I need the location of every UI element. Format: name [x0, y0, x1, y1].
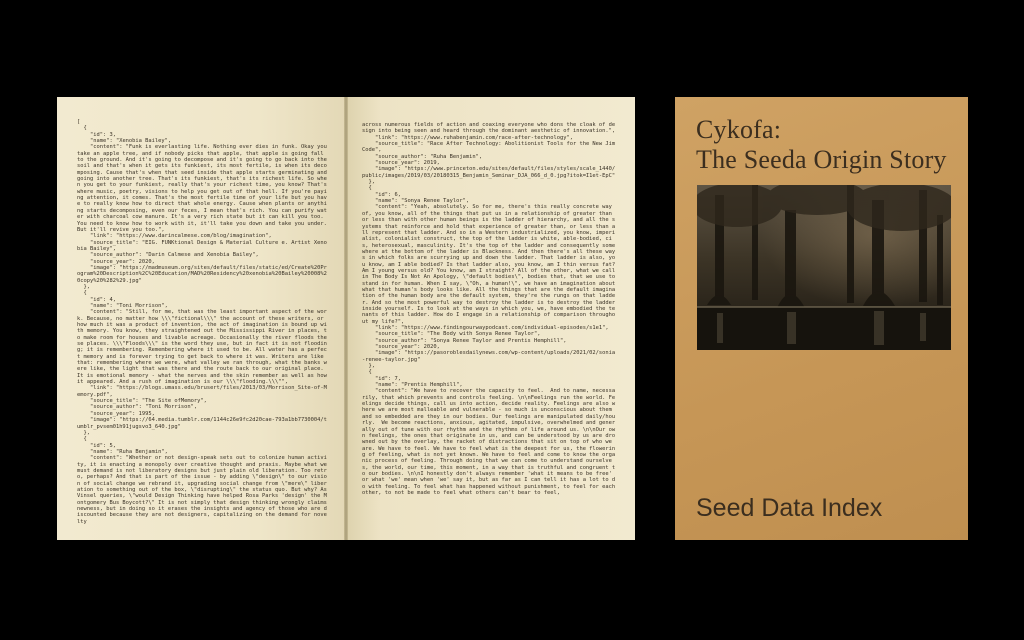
right-page-json-text: across numerous fields of action and coaxing everyone who dons the cloak of design into being seen and heard through the dominant aesthetic of innovation.", "link": "https://www.ruhabenjamin.com/race-after-technology", "source_title": "Race After Technology: Abolitionist Tools for the New Jim Code", "source_author": "Ruha Benjamin", "source_year": 2019, "image": "https://www.princeton.edu/sites/default/files/styles/scale_1440/public/images/2019/03/20180315_Benjamin_Seminar_DJA_066_d_0.jpg?itok=I1et-EpC" }, { "id": 6, "name": "Sonya Renee Taylor", "content": "Yeah, absolutely. So for me, there's this really concrete way of, you know, all of the things that put us in a relationship of greater than or less than with other human beings is the ladder of hierarchy, and all the systems that reinforce and hold that experience of greater than, or less than all represent that ladder. And so in a Western industrialized, you know, imperialist, colonialist construct, the top of the ladder is white, able-bodied, cis, heterosexual, masculinity. It's the top of the ladder and consequently somewhere at the bottom of the ladder is Blackness. And then there's all these ways in which folks are scurrying up and down the ladder. That ladder is also, you know, am I able bodied? Is that ladder also, you know, am I thin versus fat? Am I young versus old? You know, am I straight? All of the other, what we call in The Body Is Not An Apology, \"default bodies\", bodies that, that we use to stand in for human. When I say, \"Oh, a human!\", we have an imagination about what that human's body looks like. All the things that are the default imagination of the human body are the default system, they're the rungs on that ladder. And so the most powerful way to destroy the ladder is to destroy the ladder inside yourself. Is to look at the ways in which you, we, have embodied the tenants of this ladder. How do I engage in a relationship of comparison throughout my life?", "link": "https://www.findingourwaypodcast.com/individual-episodes/s1e1", "source_title": "The Body with Sonya Renee Taylor", "source_author": "Sonya Renee Taylor and Prentis Hemphill", "source_year": 2020, "image": "https://pasoroblesdailynews.com/wp-content/uploads/2021/02/sonia-renee-taylor.jpg" }, { "id": 7, "name": "Prentis Hemphill", "content": "We have to recover the capacity to feel. And to name, necessarily, that which prevents and controls feeling. \n\nFeelings run the world. Feelings decide things, call us into action, decide reality. Feelings are also where we are most malleable and vulnerable - so much is unconscious about them and so embedded are they in our bodies. Our feelings are manipulated daily/hourly. We become reactions, anxious, agitated, impulsive, overwhelmed and generally out of tune with our rhythm and the rhythms of life around us. \n\nOur own feelings, the ones that originate in us, and can be understood by us are drowned out by the overlay, the racket of distractions that sit on top of who we are. We have to feel. We have to feel what is the deepest for us, the flowering of feeling, what is not yet known. We have to feel and come to know the organic process of feeling. Through doing that we can come to understand ourselves, the world, our time, this moment, in a way that is truthful and congruent to our bodies. \n\nI honestly don't always remember 'what it means to be free' or what 'we' mean when 'we' say it, but as far as I can tell it has a lot to do with feeling. To feel what has happened without punishment, to feel for each other, to not be made to feel what others can't bear to feel, [362, 122, 616, 496]
cover-subtitle: Seed Data Index [696, 494, 883, 522]
booklet-gutter [344, 97, 348, 540]
left-page-json-text: [ { "id": 3, "name": "Xenobia Bailey", "content": "Funk is everlasting life. Nothing ever dies in funk. Okay you take an apple tree, and if nobody picks that apple, that apple is going fall to the ground. And it's going to decompose and it's going to go back into the soil and that's when it gets its funkiest, its most fertile, is when its decomposing. Cause that's when that seed inside that apple starts germinating and going into another tree. That's its funkiest, that's its richest life. So when you get to your funkiest, really that's your richest time, you know? That's where music, poetry, visions to help you get out of that hell. If you're paying attention, it comes. That's the most fertile time of your life but you have to really know how to direct that whole energy. Cause when plants or anything starts decomposing, even our feces, I mean that's rich. You can purify water with charcoal cow manure. It's a very rich state but it can kill you too. You need to know how to work with it, it'll take you down and take you under. But it'll revive you too.", "link": "https://www.darincalmese.com/blog/imagination", "source_title": "EIG. FUNKtional Design & Material Culture e. Artist Xenobia Bailey", "source_author": "Darin Calmese and Xenobia Bailey", "source_year": 2020, "image": "https://madmuseum.org/sites/default/files/static/ed/Create%20Program%20Description%2C%20Education/MAD%20Residency%20xenobia%20Bailey%20008%20copy%20%282%29.jpg" }, { "id": 4, "name": "Toni Morrison", "content": "Still, for me, that was the least important aspect of the work. Because, no matter how \\\"fictional\\\" the account of these writers, or how much it was a product of invention, the act of imagination is bound up with memory. You know, they straightened out the Mississippi River in places, to make room for houses and livable acreage. Occasionally the river floods these places. \\\"Floods\\\" is the word they use, but in fact it is not flooding; it is remembering. Remembering where it used to be. All water has a perfect memory and is forever trying to get back to where it was. Writers are like that: remembering where we were, what valley we ran through, what the banks were like, the light that was there and the route back to our original place. It is emotional memory - what the nerves and the skin remember as well as how it appeared. And a rush of imagination is our \\\"flooding.\\\"", "link": "https://blogs.umass.edu/brusert/files/2013/03/Morrison_Site-of-Memory.pdf", "source_title": "The Site ofMemory", "source_author": "Toni Morrison", "source_year": 1995, "image": "https://64.media.tumblr.com/1144c26e9fc2d20cae-793a1bb7730004/tumblr_pvsem01h91jugsvo3_640.jpg" }, { "id": 5, "name": "Ruha Benjamin", "content": "Whether or not design-speak sets out to colonize human activity, it is enacting a monopoly over creative thought and praxis. Maybe what we must demand is not liberatory designs but just plain old liberation. Too retro, perhaps? And that is part of the issue - by adding \"design\" to our vision of social change we rebrand it, upgrading social change from \"mere\" liberation to something out of the box, \"disrupting\" the status quo. But why? As Vinsel queries, \"would Design Thinking have helped Rosa Parks 'design' the Montgomery Bus Boycott?\" It is not simply that design thinking wrongly claims newness, but in doing so it erases the insights and agency of those who are discounted because they are not designers, capitalizing on the demand for novelty [77, 119, 327, 525]
open-booklet-spread [57, 97, 635, 540]
cover-swamp-photo [697, 185, 951, 350]
cover-title-line-1: Cykofa: [696, 115, 782, 144]
swamp-trees-illustration [697, 185, 951, 350]
cover-title-line-2: The Seeda Origin Story [696, 145, 947, 174]
left-page [57, 97, 346, 540]
cover-title [696, 115, 956, 175]
booklet-cover [675, 97, 968, 540]
right-page [346, 97, 635, 540]
